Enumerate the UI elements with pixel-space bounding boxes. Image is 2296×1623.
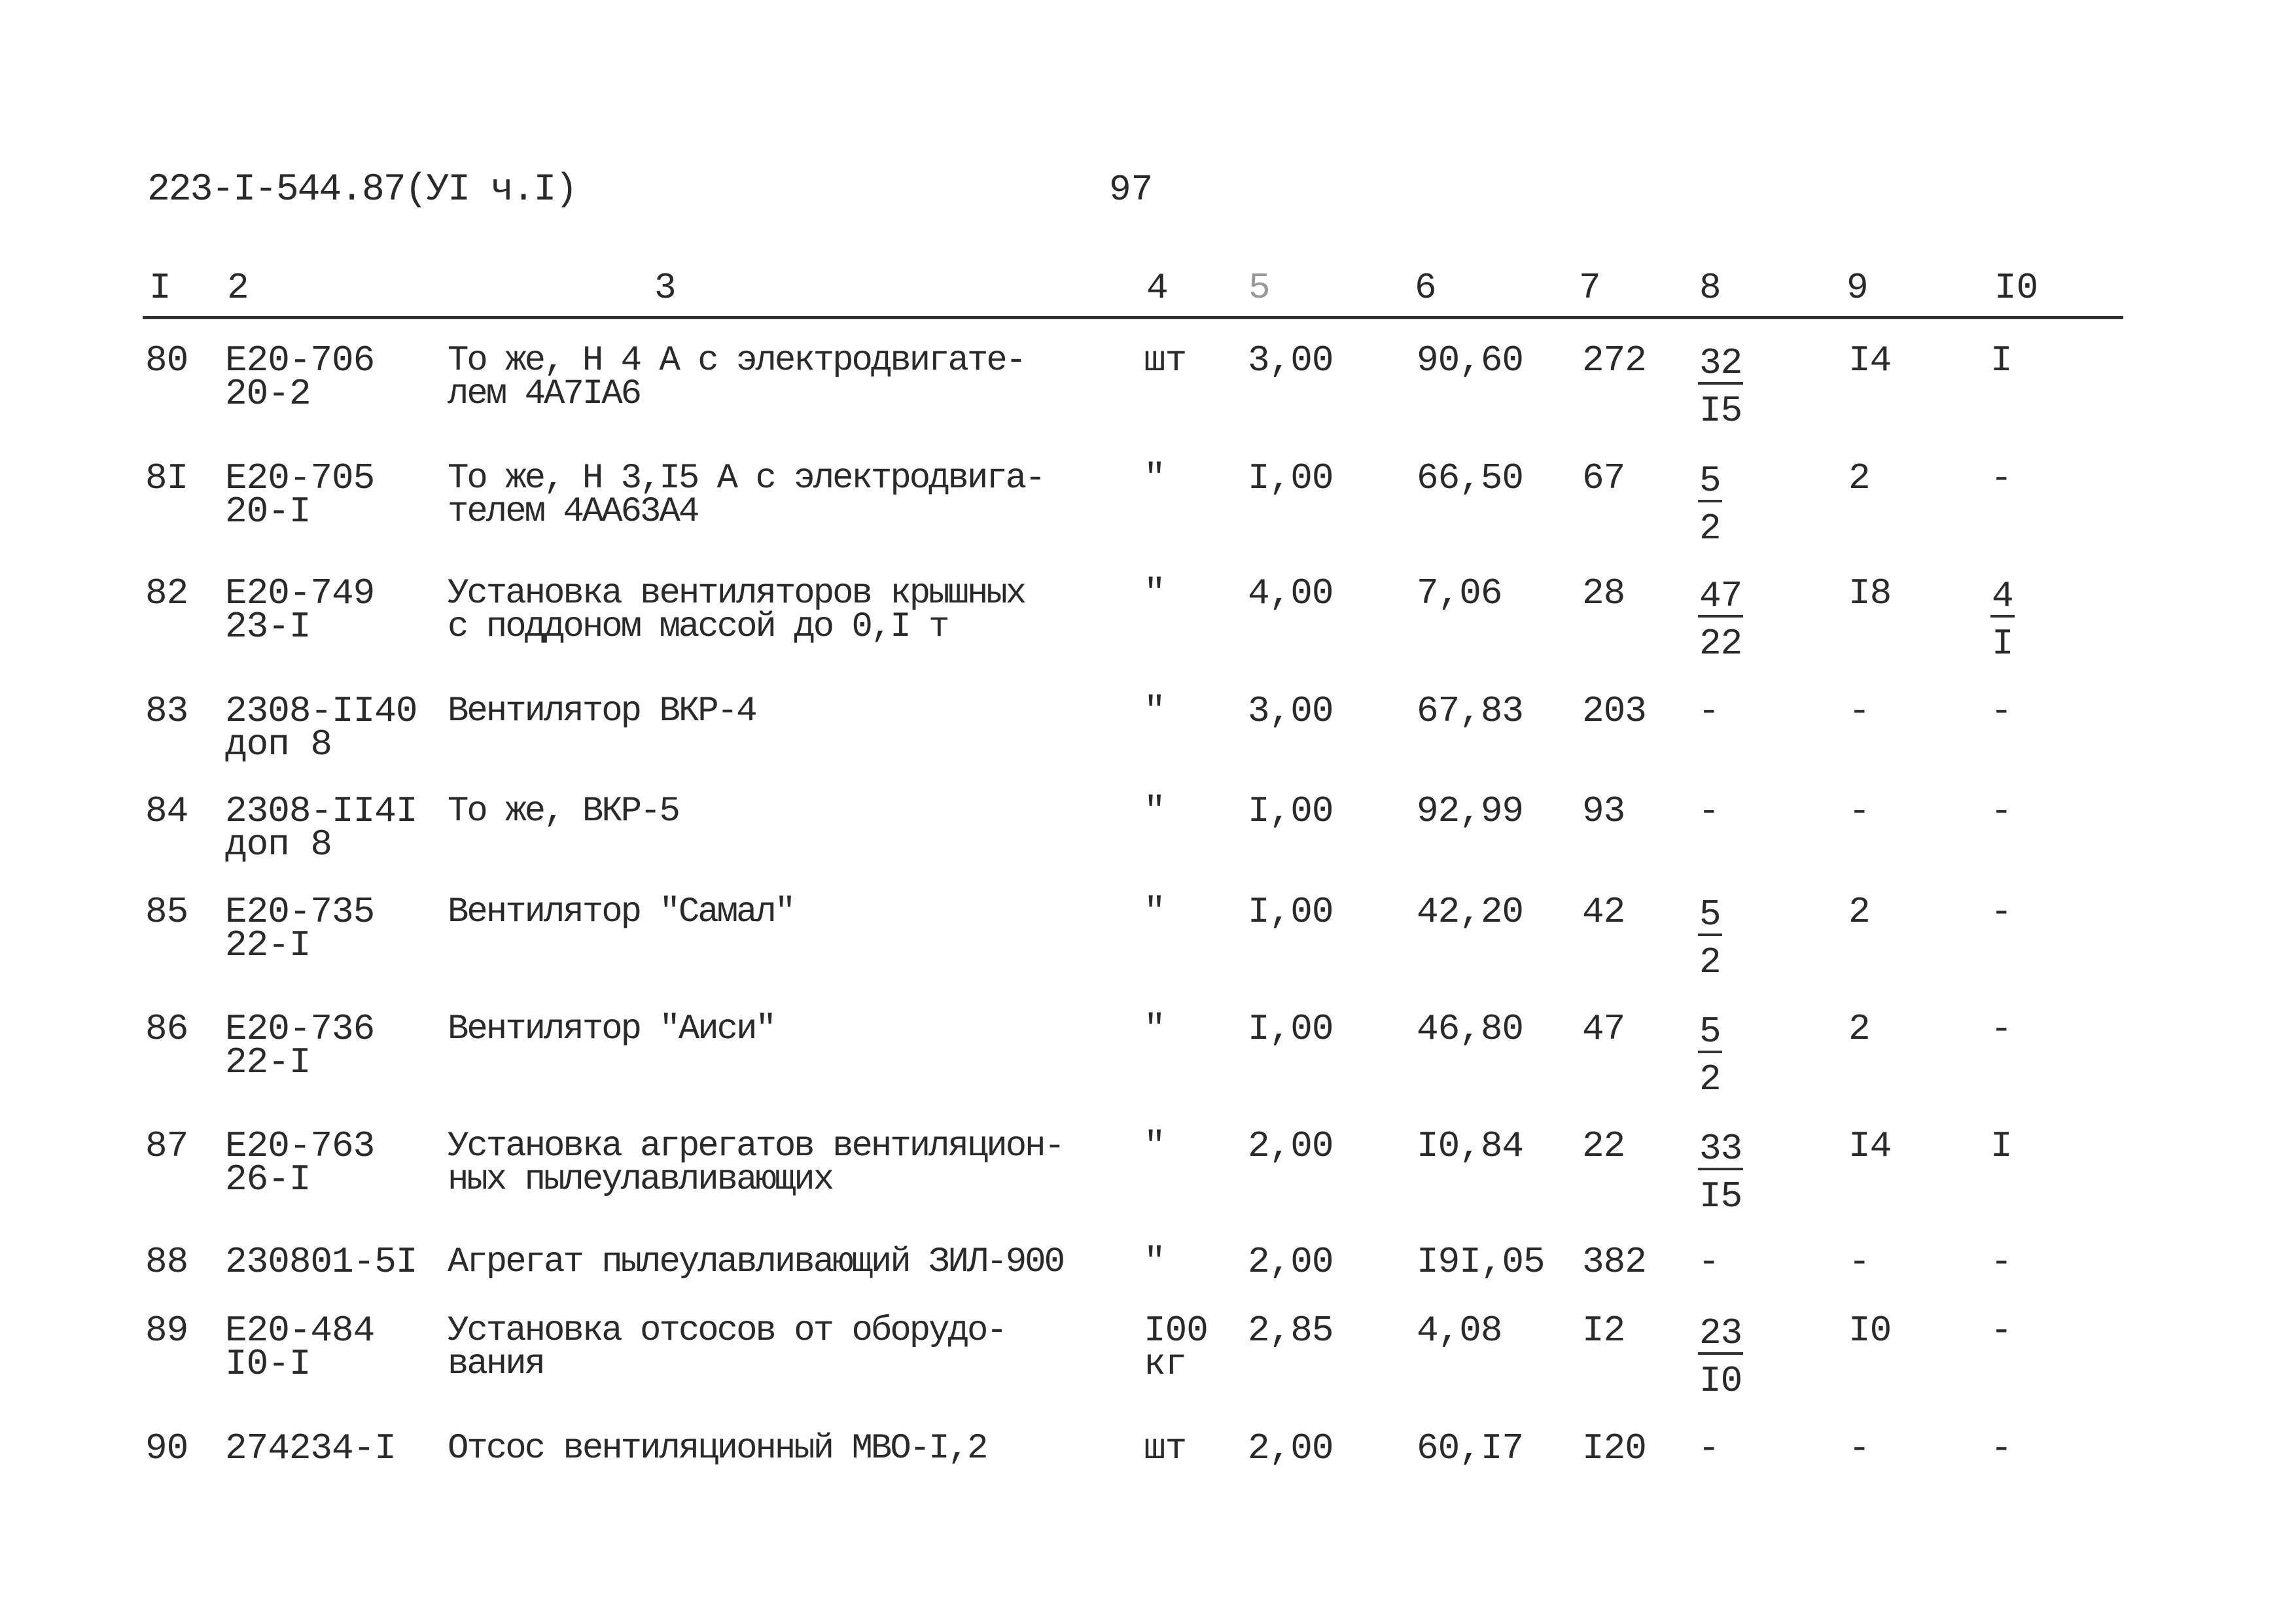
row-number: 85	[145, 891, 188, 933]
row-number: 90	[145, 1427, 188, 1469]
col10-value: -	[1990, 1008, 2012, 1050]
column-header: I0	[1994, 267, 2039, 309]
price-code-line1: Е20-763	[225, 1125, 375, 1167]
row-number: 83	[145, 690, 188, 732]
document-code: 223-I-544.87(УI ч.I)	[147, 169, 577, 211]
row-number: 86	[145, 1008, 188, 1050]
unit	[1144, 1427, 1187, 1469]
price-code-line2: 20-2	[225, 373, 311, 415]
col8-fraction	[1698, 462, 1722, 550]
price-code-line1: Е20-736	[225, 1008, 375, 1050]
col10-value: -	[1990, 790, 2012, 832]
column-header: 9	[1846, 267, 1869, 309]
page-number: 97	[1109, 169, 1154, 211]
work-description	[448, 1009, 775, 1049]
description-line1: Вентилятор "Самал"	[448, 892, 794, 932]
col8-value: -	[1698, 1241, 1720, 1283]
unit-price: 67,83	[1417, 690, 1524, 732]
fraction-denominator: I	[1992, 623, 2013, 665]
col10-value: -	[1990, 891, 2012, 933]
description-line2: с поддоном массой до 0,I т	[448, 607, 948, 647]
price-code-line1: Е20-735	[225, 891, 375, 933]
column-header: 8	[1699, 267, 1722, 309]
unit-line1: "	[1144, 690, 1165, 732]
col10-value: -	[1990, 690, 2012, 732]
header-rule	[143, 316, 2123, 319]
quantity: I,00	[1248, 790, 1333, 832]
total-cost: I2	[1582, 1310, 1625, 1352]
row-number: 8I	[145, 457, 188, 499]
quantity: I,00	[1248, 1008, 1333, 1050]
price-code-line2: 20-I	[225, 491, 311, 532]
price-code-line2: 23-I	[225, 606, 311, 648]
work-description	[448, 341, 1025, 414]
quantity: I,00	[1248, 457, 1333, 499]
column-header: 5	[1248, 267, 1271, 309]
work-description	[448, 459, 1044, 532]
price-code	[225, 1427, 396, 1469]
column-header: 2	[227, 267, 249, 309]
total-cost: 93	[1582, 790, 1625, 832]
column-header: 3	[654, 267, 677, 309]
fraction-numerator: 4	[1992, 575, 2013, 617]
work-description	[448, 1429, 987, 1469]
price-code	[225, 1008, 375, 1083]
total-cost: 272	[1582, 340, 1646, 381]
fraction-numerator: 5	[1699, 460, 1721, 502]
total-cost: 47	[1582, 1008, 1625, 1050]
price-code-line2: доп 8	[225, 824, 332, 865]
unit	[1144, 790, 1165, 832]
total-cost: 28	[1582, 572, 1625, 614]
work-description	[448, 1126, 1063, 1200]
col10-value: -	[1990, 457, 2012, 499]
fraction-denominator: I0	[1699, 1360, 1742, 1402]
unit-price: 92,99	[1417, 790, 1524, 832]
unit-line1: шт	[1144, 340, 1187, 381]
unit-price: I9I,05	[1417, 1241, 1545, 1283]
col9-value: 2	[1848, 1008, 1870, 1050]
unit	[1144, 891, 1165, 933]
col10-value: -	[1990, 1310, 2012, 1352]
col10-fraction	[1990, 577, 2015, 665]
work-description	[448, 892, 794, 932]
description-line1: Вентилятор ВКР-4	[448, 691, 756, 731]
unit-line1: "	[1144, 457, 1165, 499]
total-cost: 22	[1582, 1125, 1625, 1167]
unit-line1: "	[1144, 891, 1165, 933]
description-line1: Установка агрегатов вентиляцион-	[448, 1126, 1063, 1166]
price-code-line1: 2308-II40	[225, 690, 417, 732]
price-code	[225, 891, 375, 966]
row-number: 84	[145, 790, 188, 832]
col9-value: I4	[1848, 1125, 1892, 1167]
col8-fraction	[1698, 344, 1743, 432]
fraction-numerator: 47	[1699, 575, 1742, 617]
quantity: 4,00	[1248, 572, 1333, 614]
unit-price: 66,50	[1417, 457, 1524, 499]
fraction-denominator: 2	[1699, 1058, 1721, 1100]
price-code-line1: Е20-749	[225, 572, 375, 614]
price-code-line2: 26-I	[225, 1159, 311, 1200]
total-cost: 67	[1582, 457, 1625, 499]
unit-line2: кг	[1144, 1343, 1187, 1385]
row-number: 87	[145, 1125, 188, 1167]
work-description	[448, 1242, 1063, 1282]
price-code	[225, 790, 417, 865]
col10-value: -	[1990, 1427, 2012, 1469]
fraction-denominator: I5	[1699, 1176, 1742, 1217]
unit	[1144, 690, 1165, 732]
price-code	[225, 572, 375, 648]
col8-value: -	[1698, 1427, 1720, 1469]
col8-fraction	[1698, 896, 1722, 983]
col9-value: -	[1848, 790, 1870, 832]
col9-value: I4	[1848, 340, 1892, 381]
price-code-line1: 230801-5I	[225, 1241, 417, 1283]
quantity: 2,00	[1248, 1125, 1333, 1167]
fraction-numerator: 5	[1699, 894, 1721, 935]
unit	[1144, 1125, 1165, 1167]
price-code-line1: Е20-706	[225, 340, 375, 381]
col8-value: -	[1698, 790, 1720, 832]
col8-fraction	[1698, 577, 1743, 665]
col9-value: -	[1848, 1427, 1870, 1469]
unit-price: 90,60	[1417, 340, 1524, 381]
description-line1: То же, Н 4 А с электродвигате-	[448, 341, 1025, 381]
col8-fraction	[1698, 1130, 1743, 1217]
unit-line1: "	[1144, 790, 1165, 832]
price-code	[225, 690, 417, 765]
total-cost: 382	[1582, 1241, 1646, 1283]
fraction-denominator: 22	[1699, 623, 1742, 665]
total-cost: 42	[1582, 891, 1625, 933]
col10-value: I	[1990, 1125, 2012, 1167]
col9-value: -	[1848, 690, 1870, 732]
fraction-denominator: 2	[1699, 941, 1721, 983]
unit-price: 60,I7	[1417, 1427, 1524, 1469]
column-header: 7	[1579, 267, 1601, 309]
fraction-numerator: 23	[1699, 1312, 1742, 1354]
unit	[1144, 340, 1187, 381]
quantity: 2,00	[1248, 1241, 1333, 1283]
description-line2: телем 4АА63А4	[448, 492, 698, 532]
price-code	[225, 1310, 375, 1385]
unit-price: I0,84	[1417, 1125, 1524, 1167]
col10-value: -	[1990, 1241, 2012, 1283]
unit	[1144, 457, 1165, 499]
description-line2: лем 4А7IА6	[448, 374, 641, 414]
column-header: I	[149, 267, 171, 309]
unit-line1: "	[1144, 1241, 1165, 1283]
col10-value: I	[1990, 340, 2012, 381]
col8-fraction	[1698, 1013, 1722, 1100]
fraction-denominator: I5	[1699, 390, 1742, 432]
col9-value: I0	[1848, 1310, 1892, 1352]
description-line1: Установка вентиляторов крышных	[448, 574, 1025, 614]
total-cost: 203	[1582, 690, 1646, 732]
unit-line1: I00	[1144, 1310, 1208, 1352]
fraction-denominator: 2	[1699, 508, 1721, 550]
price-code-line1: Е20-484	[225, 1310, 375, 1352]
row-number: 80	[145, 340, 188, 381]
unit	[1144, 572, 1165, 614]
fraction-numerator: 5	[1699, 1011, 1721, 1053]
row-number: 82	[145, 572, 188, 614]
price-code-line2: 22-I	[225, 1041, 311, 1083]
col8-value: -	[1698, 690, 1720, 732]
column-header: 4	[1146, 267, 1169, 309]
price-code-line1: Е20-705	[225, 457, 375, 499]
quantity: 2,85	[1248, 1310, 1333, 1352]
fraction-numerator: 33	[1699, 1128, 1742, 1170]
price-code-line2: 22-I	[225, 924, 311, 966]
unit-price: 7,06	[1417, 572, 1502, 614]
quantity: 3,00	[1248, 340, 1333, 381]
quantity: 3,00	[1248, 690, 1333, 732]
unit-line1: "	[1144, 1008, 1165, 1050]
price-code-line1: 2308-II4I	[225, 790, 417, 832]
description-line1: Отсос вентиляционный МВО-I,2	[448, 1429, 987, 1469]
price-code	[225, 1241, 417, 1283]
unit	[1144, 1008, 1165, 1050]
col9-value: 2	[1848, 457, 1870, 499]
fraction-numerator: 32	[1699, 342, 1742, 384]
description-line2: ных пылеулавливающих	[448, 1160, 833, 1200]
price-code	[225, 340, 375, 415]
unit-line1: "	[1144, 1125, 1165, 1167]
description-line2: вания	[448, 1344, 544, 1384]
unit-line1: "	[1144, 572, 1165, 614]
description-line1: Установка отсосов от оборудо-	[448, 1311, 1006, 1351]
unit-price: 46,80	[1417, 1008, 1524, 1050]
column-header: 6	[1415, 267, 1437, 309]
description-line1: То же, Н 3,I5 А с электродвига-	[448, 459, 1044, 498]
unit	[1144, 1241, 1165, 1283]
price-code-line1: 274234-I	[225, 1427, 396, 1469]
col8-fraction	[1698, 1314, 1743, 1402]
price-code-line2: доп 8	[225, 724, 332, 765]
unit	[1144, 1310, 1208, 1385]
row-number: 88	[145, 1241, 188, 1283]
description-line1: То же, ВКР-5	[448, 792, 679, 831]
col9-value: -	[1848, 1241, 1870, 1283]
quantity: I,00	[1248, 891, 1333, 933]
description-line1: Агрегат пылеулавливающий ЗИЛ-900	[448, 1242, 1063, 1282]
quantity: 2,00	[1248, 1427, 1333, 1469]
col9-value: I8	[1848, 572, 1892, 614]
unit-price: 42,20	[1417, 891, 1524, 933]
work-description	[448, 574, 1025, 647]
work-description	[448, 1311, 1006, 1384]
price-code	[225, 1125, 375, 1200]
description-line1: Вентилятор "Аиси"	[448, 1009, 775, 1049]
work-description	[448, 792, 679, 831]
row-number: 89	[145, 1310, 188, 1352]
col9-value: 2	[1848, 891, 1870, 933]
price-code	[225, 457, 375, 532]
unit-line1: шт	[1144, 1427, 1187, 1469]
total-cost: I20	[1582, 1427, 1646, 1469]
unit-price: 4,08	[1417, 1310, 1502, 1352]
price-code-line2: I0-I	[225, 1343, 311, 1385]
work-description	[448, 691, 756, 731]
